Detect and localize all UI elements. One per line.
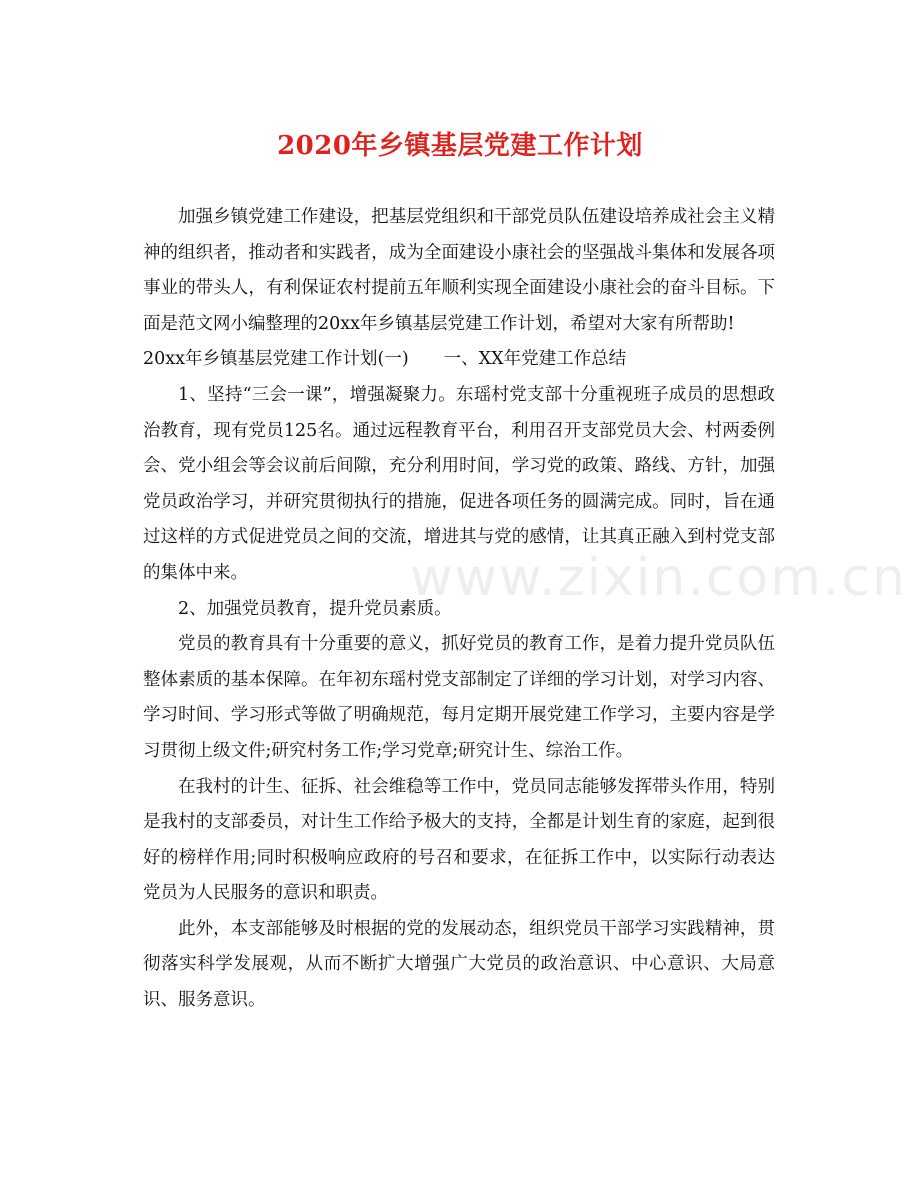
document-body	[143, 200, 775, 1019]
paragraph-4: 在我村的计生、征拆、社会维稳等工作中，党员同志能够发挥带头作用，特别是我村的支部委员，对计生工作给予极大的支持，全都是计划生育的家庭，起到很好的榜样作用;同时积极响应政府的号召和要求，在征拆工作中，以实际行动表达党员为人民服务的意识和职责。	[143, 776, 775, 904]
section-heading: 20xx年乡镇基层党建工作计划(一) 一、XX年党建工作总结	[143, 349, 627, 370]
watermark: www.zixin.com.cn	[410, 548, 907, 608]
document-title: 2020年乡镇基层党建工作计划	[277, 131, 643, 161]
paragraph-5: 此外，本支部能够及时根据的党的发展动态，组织党员干部学习实践精神，贯彻落实科学发展观，从而不断扩大增强广大党员的政治意识、中心意识、大局意识、服务意识。	[143, 918, 775, 1011]
paragraph-3: 党员的教育具有十分重要的意义，抓好党员的教育工作，是着力提升党员队伍整体素质的基本保障。在年初东瑶村党支部制定了详细的学习计划，对学习内容、学习时间、学习形式等做了明确规范，每月定期开展党建工作学习，主要内容是学习贯彻上级文件;研究村务工作;学习党章;研究计生、综治工作。	[143, 634, 775, 761]
paragraph-1: 1、坚持“三会一课”，增强凝聚力。东瑶村党支部十分重视班子成员的思想政治教育，现有党员125名。通过远程教育平台，利用召开支部党员大会、村两委例会、党小组会等会议前后间隙，充分利用时间，学习党的政策、路线、方针，加强党员政治学习，并研究贯彻执行的措施，促进各项任务的圆满完成。同时，旨在通过这样的方式促进党员之间的交流，增进其与党的感情，让其真正融入到村党支部的集体中来。	[143, 384, 775, 583]
paragraph-2: 2、加强党员教育，提升党员素质。	[178, 598, 452, 619]
intro-paragraph: 加强乡镇党建工作建设，把基层党组织和干部党员队伍建设培养成社会主义精神的组织者，推动者和实践者，成为全面建设小康社会的坚强战斗集体和发展各项事业的带头人，有利保证农村提前五年顺利实现全面建设小康社会的奋斗目标。下面是范文网小编整理的20xx年乡镇基层党建工作计划，希望对大家有所帮助!	[143, 207, 775, 334]
